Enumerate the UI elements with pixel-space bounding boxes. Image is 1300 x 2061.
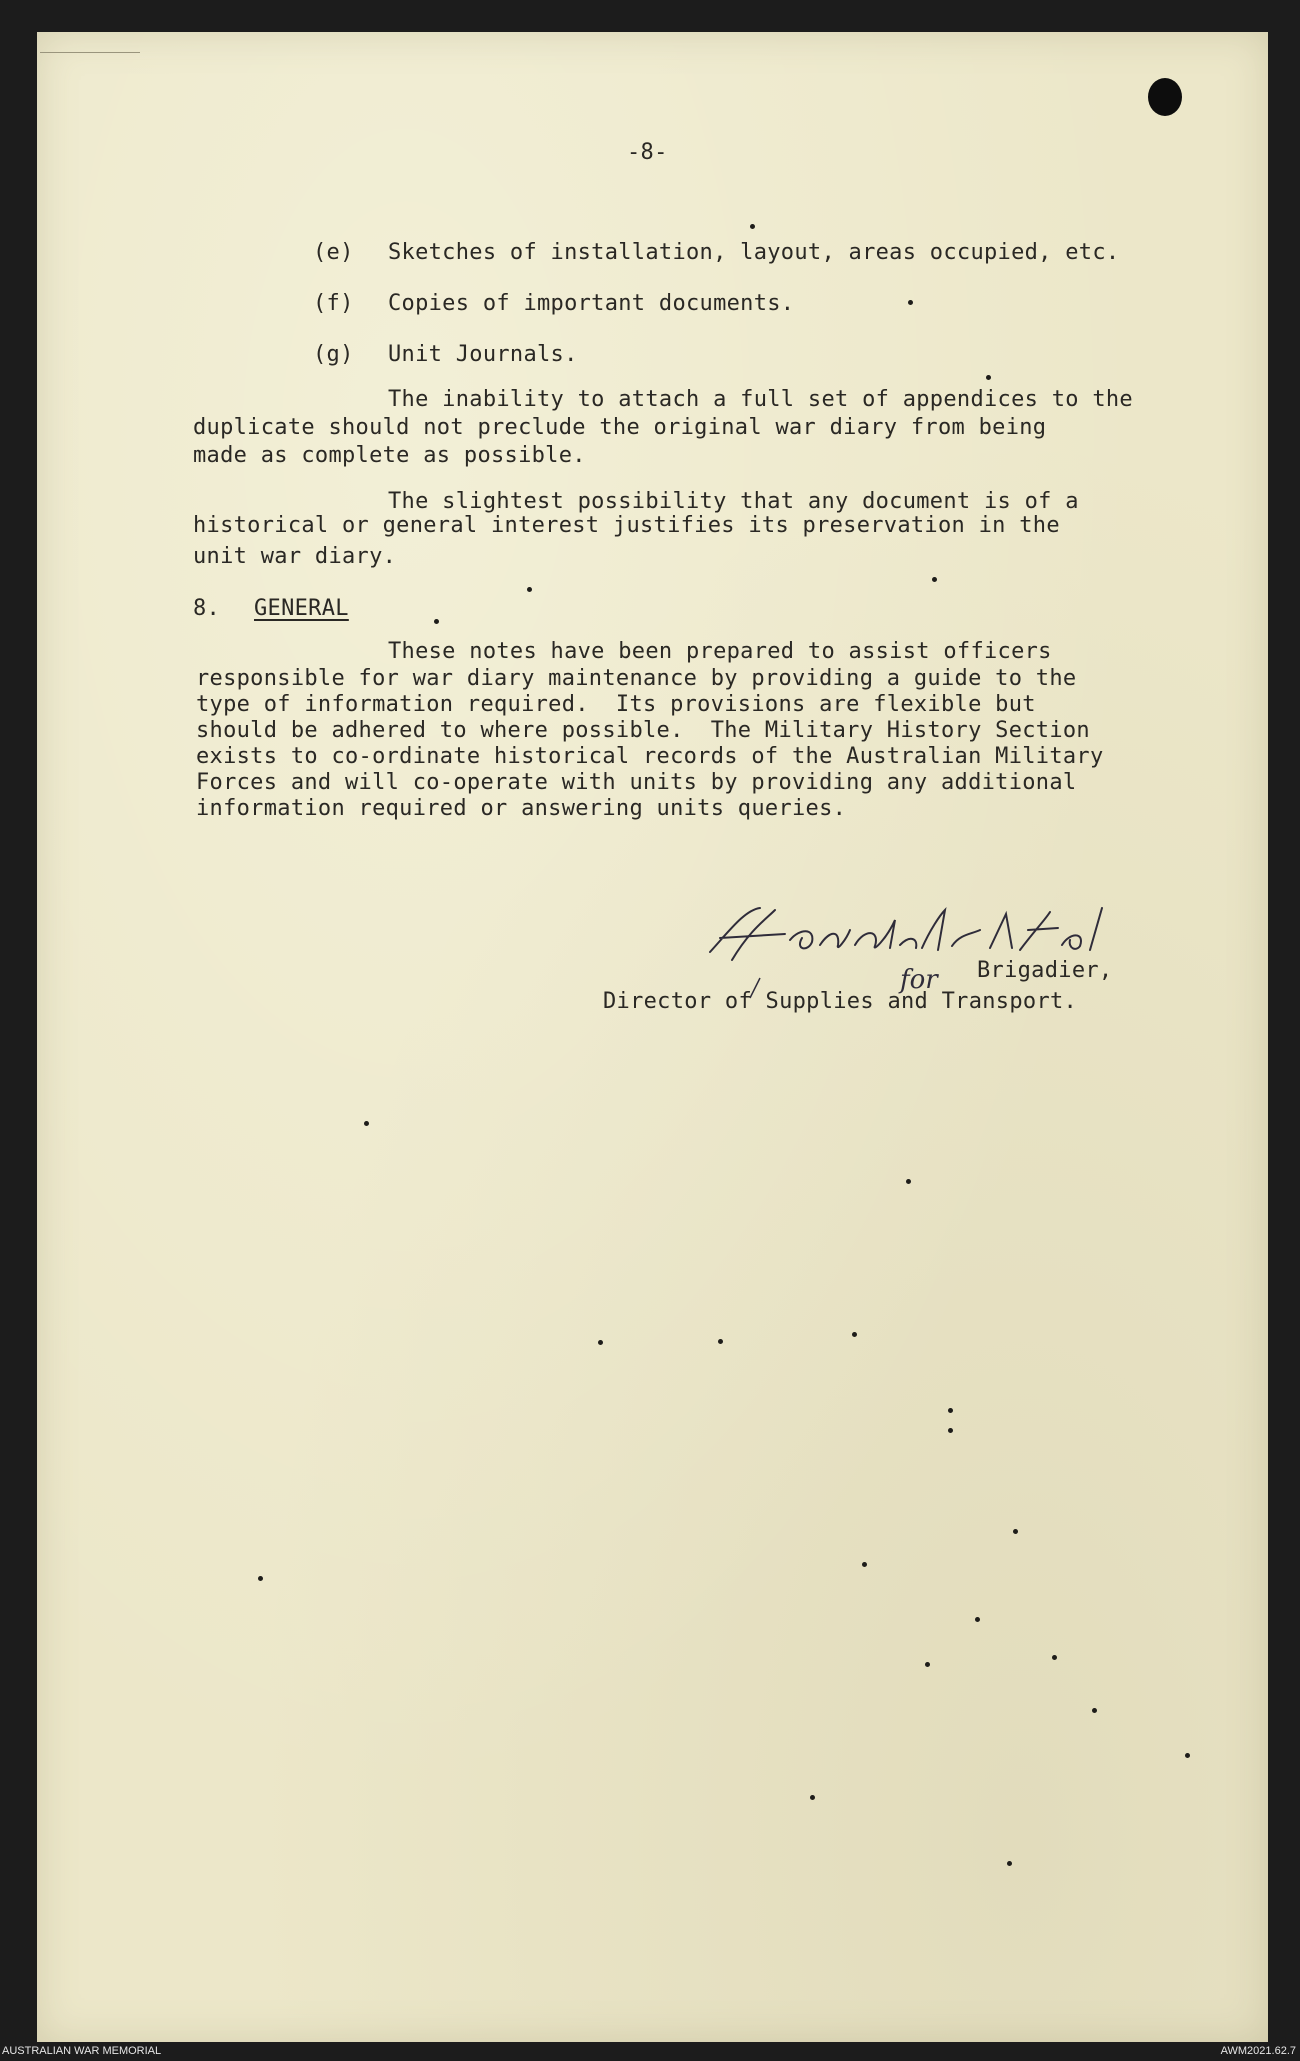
ink-speck bbox=[750, 224, 755, 229]
paragraph-line: should be adhered to where possible. The Military History Section bbox=[196, 718, 1090, 743]
paragraph-line: exists to co-ordinate historical records of the Australian Military bbox=[196, 744, 1104, 769]
ink-speck bbox=[908, 300, 913, 305]
punch-hole bbox=[1148, 78, 1182, 116]
ink-speck bbox=[862, 1562, 867, 1567]
document-page bbox=[37, 32, 1268, 2042]
ink-speck bbox=[598, 1340, 603, 1345]
paragraph-line: historical or general interest justifies its preservation in the bbox=[193, 513, 1060, 538]
paragraph-line: information required or answering units queries. bbox=[196, 796, 847, 821]
ink-speck bbox=[1092, 1708, 1097, 1713]
signatory-office: Director of Supplies and Transport. bbox=[603, 989, 1078, 1014]
paragraph-line: These notes have been prepared to assist officers bbox=[388, 639, 1052, 664]
paragraph-line: unit war diary. bbox=[193, 544, 397, 569]
ink-speck bbox=[975, 1617, 980, 1622]
ink-speck bbox=[948, 1408, 953, 1413]
list-marker-f: (f) bbox=[313, 291, 354, 316]
ink-speck bbox=[906, 1179, 911, 1184]
ink-speck bbox=[932, 577, 937, 582]
ink-speck bbox=[1013, 1529, 1018, 1534]
paper-edge-mark bbox=[40, 52, 140, 53]
paragraph-line: The slightest possibility that any document is of a bbox=[388, 489, 1079, 514]
ink-speck bbox=[258, 1576, 263, 1581]
paragraph-line: The inability to attach a full set of appendices to the bbox=[388, 387, 1133, 412]
ink-speck bbox=[852, 1332, 857, 1337]
list-item-f: Copies of important documents. bbox=[388, 291, 795, 316]
paragraph-line: type of information required. Its provisions are flexible but bbox=[196, 692, 1036, 717]
section-heading: GENERAL bbox=[254, 596, 349, 621]
paragraph-line: duplicate should not preclude the original war diary from being bbox=[193, 415, 1047, 440]
ink-speck bbox=[527, 587, 532, 592]
ink-speck bbox=[986, 375, 991, 380]
signature-for: for bbox=[900, 965, 938, 995]
ink-speck bbox=[1052, 1655, 1057, 1660]
ink-speck bbox=[434, 619, 439, 624]
list-item-g: Unit Journals. bbox=[388, 342, 578, 367]
ink-speck bbox=[1185, 1753, 1190, 1758]
signatory-title: Brigadier, bbox=[977, 958, 1113, 983]
footer-archive-name: AUSTRALIAN WAR MEMORIAL bbox=[2, 2045, 162, 2057]
ink-speck bbox=[364, 1121, 369, 1126]
paragraph-line: made as complete as possible. bbox=[193, 443, 586, 468]
ink-speck bbox=[1007, 1861, 1012, 1866]
ink-speck bbox=[718, 1339, 723, 1344]
ink-speck bbox=[948, 1428, 953, 1433]
paragraph-line: Forces and will co-operate with units by providing any additional bbox=[196, 770, 1077, 795]
footer-accession-number: AWM2021.62.7 bbox=[1220, 2045, 1296, 2057]
ink-speck bbox=[810, 1795, 815, 1800]
list-marker-g: (g) bbox=[313, 342, 354, 367]
paragraph-line: responsible for war diary maintenance by providing a guide to the bbox=[196, 666, 1077, 691]
section-number: 8. bbox=[193, 596, 221, 621]
ink-speck bbox=[925, 1662, 930, 1667]
list-item-e: Sketches of installation, layout, areas occupied, etc. bbox=[388, 240, 1120, 265]
list-marker-e: (e) bbox=[313, 240, 354, 265]
handwritten-signature bbox=[690, 890, 1170, 1000]
page-number: -8- bbox=[627, 140, 668, 165]
